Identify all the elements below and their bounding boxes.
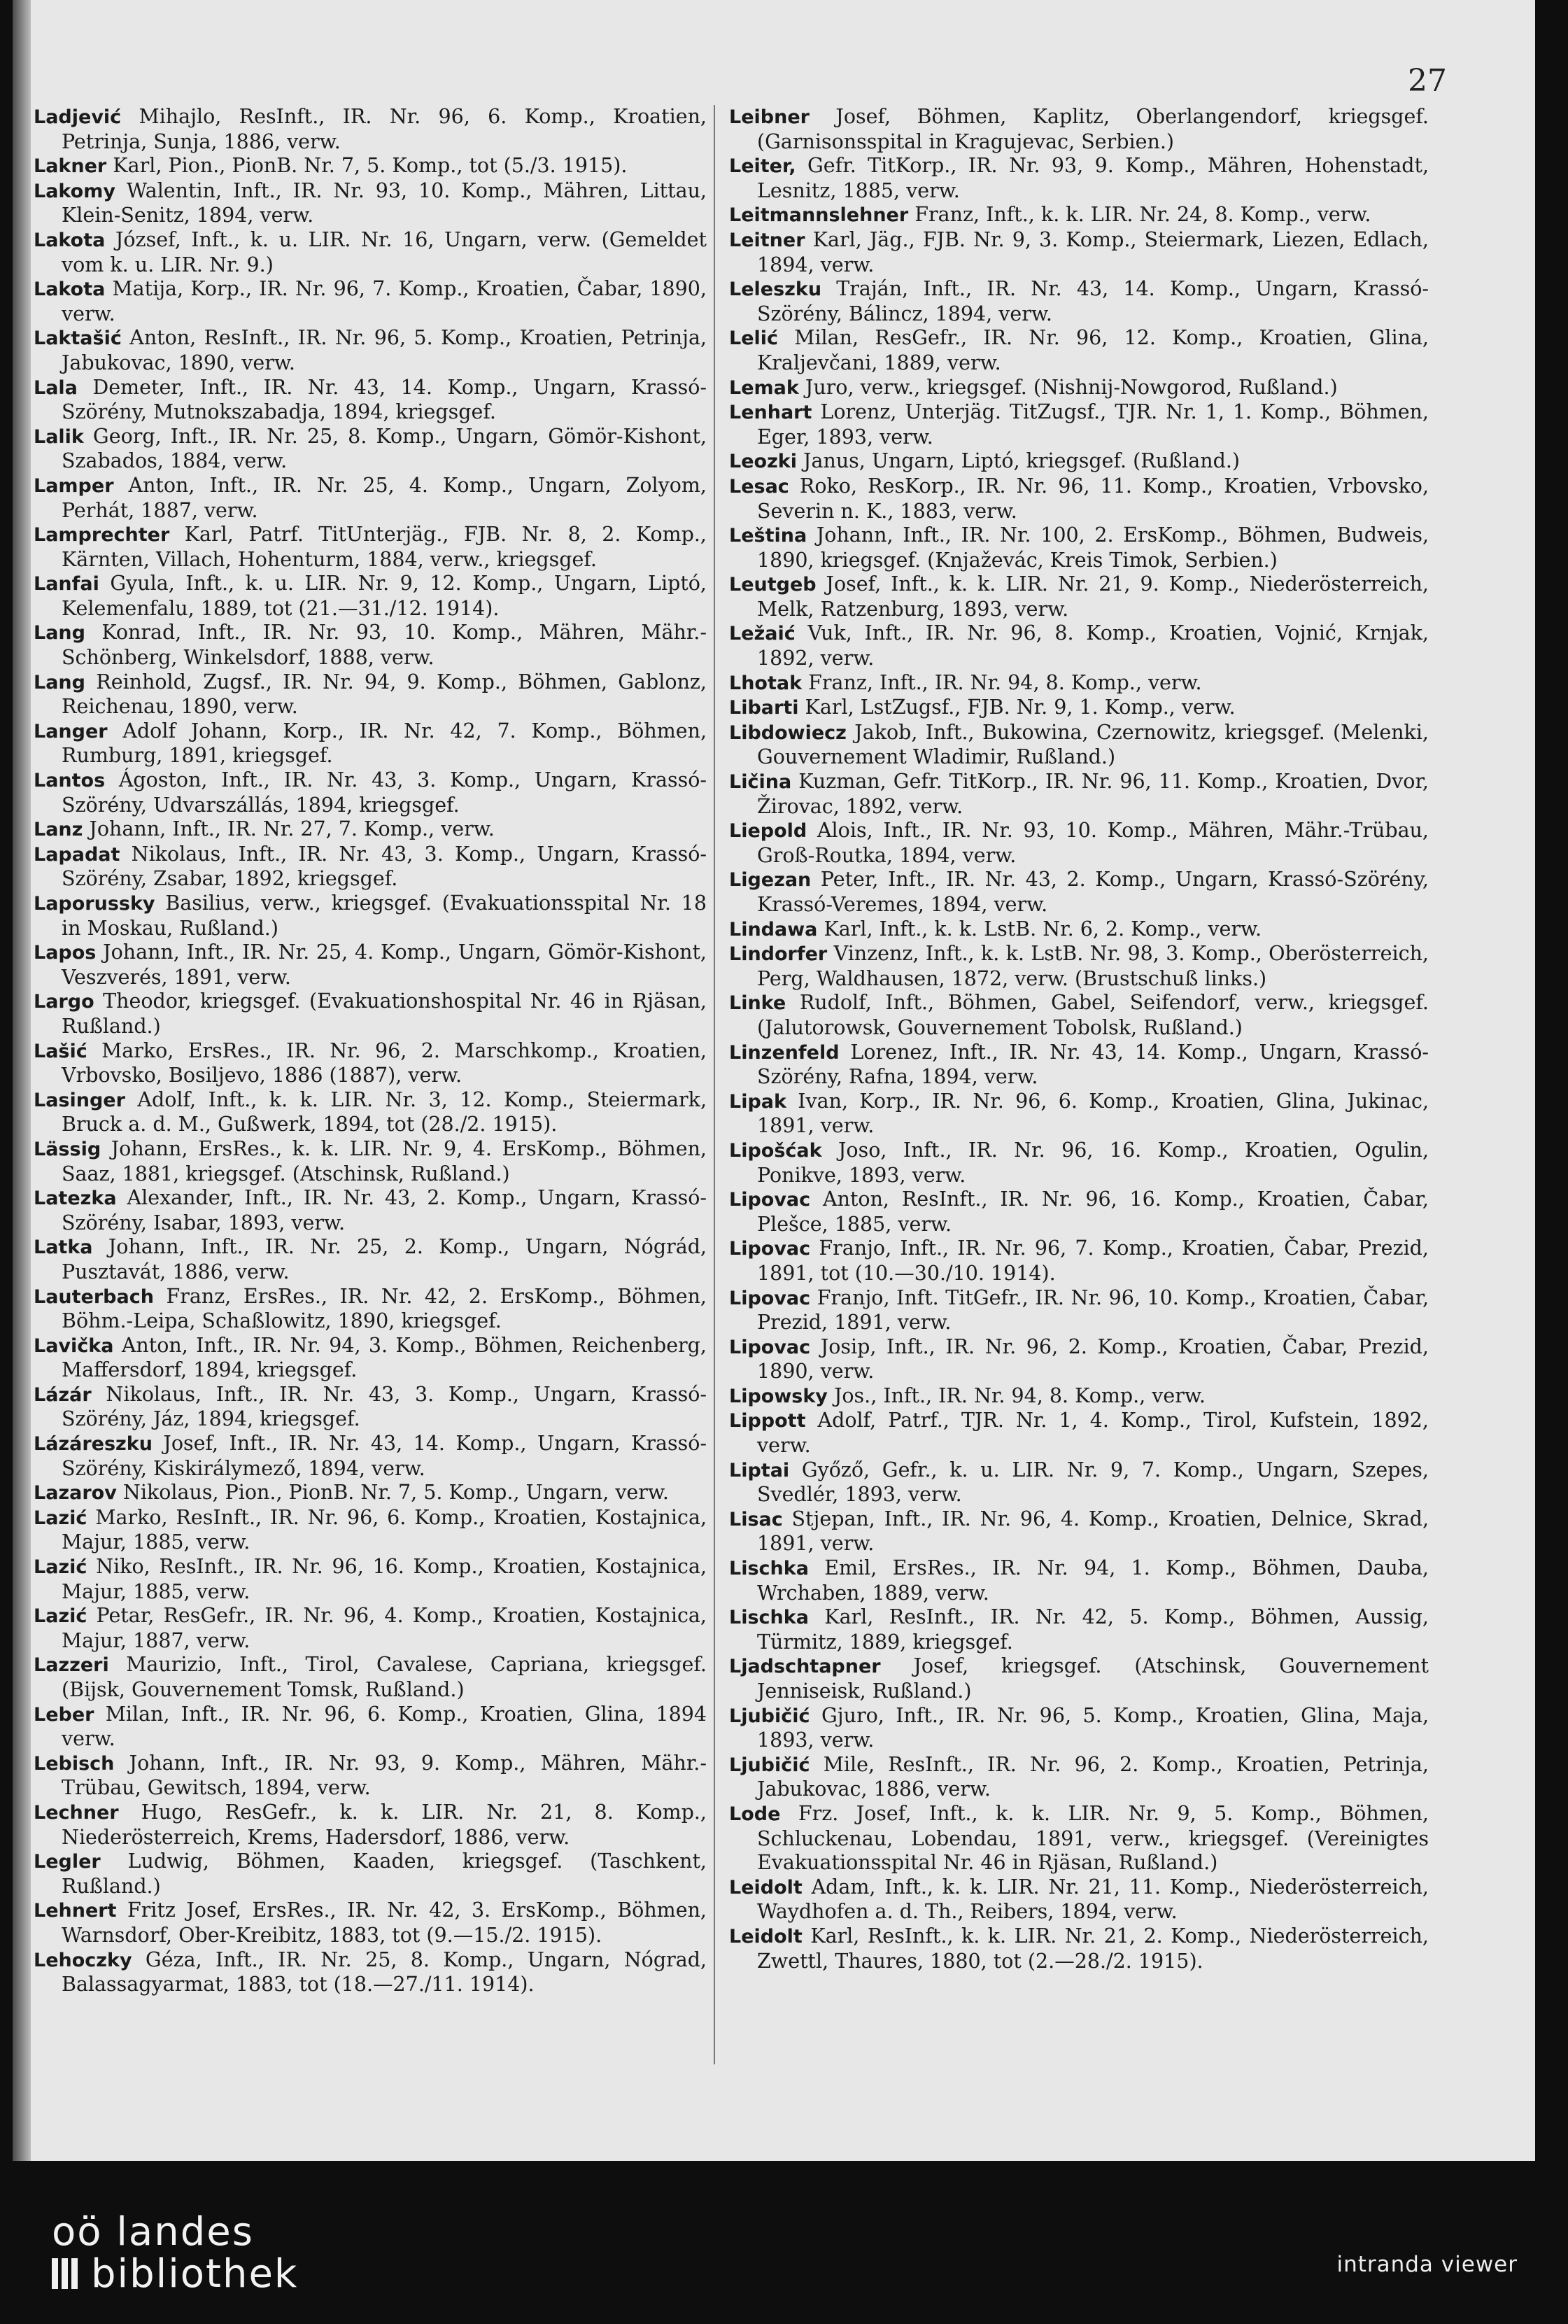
register-entry (729, 991, 1429, 1040)
entry-surname: Lala (34, 376, 78, 399)
entry-details: Karl, ResInft., IR. Nr. 42, 5. Komp., Böhmen, Aussig, Türmitz, 1889, kriegsgef. (757, 1605, 1429, 1654)
entry-details: Johann, Inft., IR. Nr. 25, 4. Komp., Ungarn, Gömör-Kishont, Veszverés, 1891, verw. (62, 941, 707, 989)
page-number: 27 (1408, 63, 1447, 99)
entry-details: Milan, Inft., IR. Nr. 96, 6. Komp., Kroatien, Glina, 1894 verw. (62, 1702, 707, 1751)
register-entry (729, 1605, 1429, 1654)
entry-surname: Lisac (729, 1508, 783, 1530)
register-entry (34, 1506, 707, 1555)
entry-details: Mile, ResInft., IR. Nr. 96, 2. Komp., Kroatien, Petrinja, Jabukovac, 1886, verw. (757, 1752, 1429, 1801)
register-entry (729, 1704, 1429, 1753)
entry-details: Hugo, ResGefr., k. k. LIR. Nr. 21, 8. Komp., Niederösterreich, Krems, Hadersdorf, 1886, verw. (62, 1800, 707, 1849)
entry-surname: Lode (729, 1803, 781, 1825)
entry-details: Emil, ErsRes., IR. Nr. 94, 1. Komp., Böhmen, Dauba, Wrchaben, 1889, verw. (757, 1556, 1429, 1605)
register-entry (729, 671, 1429, 696)
entry-surname: Lhotak (729, 672, 803, 694)
entry-surname: Laktašić (34, 328, 122, 350)
entry-surname: Lechner (34, 1801, 119, 1824)
entry-details: Fritz Josef, ErsRes., IR. Nr. 42, 3. ErsKomp., Böhmen, Warnsdorf, Ober-Kreibitz, 1883, tot (9.—15./2. 1915). (62, 1899, 707, 1947)
logo-text-top: oö landes (52, 2209, 254, 2255)
right-column (729, 105, 1429, 1973)
register-entry (34, 1653, 707, 1702)
entry-details: Adolf, Inft., k. k. LIR. Nr. 3, 12. Komp., Steiermark, Bruck a. d. M., Gußwerk, 1894, tot (28./2. 1915). (62, 1087, 707, 1136)
entry-details: Marko, ErsRes., IR. Nr. 96, 2. Marschkomp., Kroatien, Vrbovsko, Bosiljevo, 1886 (1887), verw. (62, 1038, 707, 1087)
entry-details: Karl, Pion., PionB. Nr. 7, 5. Komp., tot (5./3. 1915). (106, 154, 628, 178)
register-entry (729, 1409, 1429, 1458)
register-entry (729, 400, 1429, 449)
entry-details: Ágoston, Inft., IR. Nr. 43, 3. Komp., Ungarn, Krassó-Szörény, Udvarszállás, 1894, kriegsgef. (62, 768, 707, 817)
entry-surname: Lazzeri (34, 1654, 109, 1677)
register-entry (729, 696, 1429, 721)
entry-details: Marko, ResInft., IR. Nr. 96, 6. Komp., Kroatien, Kostajnica, Majur, 1885, verw. (62, 1505, 707, 1554)
register-entry (729, 474, 1429, 523)
entry-surname: Lenhart (729, 402, 812, 424)
entry-surname: Lakota (34, 279, 106, 301)
entry-surname: Latka (34, 1237, 93, 1259)
register-entry (729, 1384, 1429, 1409)
entry-details: Franz, ErsRes., IR. Nr. 42, 2. ErsKomp., Böhmen, Böhm.-Leipa, Schaßlowitz, 1890, kriegsgef. (62, 1284, 707, 1333)
entry-details: Lorenz, Unterjäg. TitZugsf., TJR. Nr. 1, 1. Komp., Böhmen, Eger, 1893, verw. (757, 400, 1429, 449)
entry-surname: Liptai (729, 1459, 790, 1481)
register-entry (729, 1090, 1429, 1139)
entry-details: Franjo, Inft. TitGefr., IR. Nr. 96, 10. Komp., Kroatien, Čabar, Prezid, 1891, verw. (757, 1286, 1429, 1334)
register-entry (729, 721, 1429, 770)
entry-surname: Lasinger (34, 1089, 125, 1111)
entry-surname: Lakner (34, 155, 107, 178)
viewer-label[interactable]: intranda viewer (1336, 2252, 1518, 2277)
entry-details: Frz. Josef, Inft., k. k. LIR. Nr. 9, 5. Komp., Böhmen, Schluckenau, Lobendau, 1891, verw., kriegsgef. (Vereinigtes Evakuationsspital Nr. 46 in Rjäsan, Rußland.) (757, 1801, 1429, 1875)
register-entry (729, 1924, 1429, 1973)
entry-surname: Leibner (729, 106, 810, 128)
entry-surname: Lang (34, 622, 85, 645)
entry-details: Franz, Inft., k. k. LIR. Nr. 24, 8. Komp., verw. (908, 203, 1371, 227)
entry-surname: Lašić (34, 1040, 87, 1062)
entry-details: Alois, Inft., IR. Nr. 93, 10. Komp., Mähren, Mähr.-Trübau, Groß-Routka, 1894, verw. (757, 819, 1429, 867)
register-entry (34, 1703, 707, 1752)
entry-details: Walentin, Inft., IR. Nr. 93, 10. Komp., Mähren, Littau, Klein-Senitz, 1894, verw. (62, 178, 707, 227)
entry-surname: Leozki (729, 451, 797, 473)
entry-surname: Lelić (729, 328, 779, 350)
register-entry (729, 770, 1429, 819)
entry-surname: Ljadschtapner (729, 1656, 881, 1678)
register-entry (729, 819, 1429, 868)
entry-surname: Lamper (34, 474, 114, 497)
entry-surname: Lazić (34, 1605, 87, 1628)
register-entry (729, 572, 1429, 621)
entry-details: Johann, Inft., IR. Nr. 93, 9. Komp., Mähren, Mähr.-Trübau, Gewitsch, 1894, verw. (62, 1751, 707, 1800)
entry-details: Ivan, Korp., IR. Nr. 96, 6. Komp., Kroatien, Glina, Jukinac, 1891, verw. (757, 1089, 1429, 1138)
entry-surname: Linke (729, 992, 786, 1015)
entry-details: Maurizio, Inft., Tirol, Cavalese, Capriana, kriegsgef. (Bijsk, Gouvernement Tomsk, Rußland.) (62, 1653, 707, 1701)
entry-surname: Lischka (729, 1558, 809, 1580)
register-entry (34, 1285, 707, 1334)
register-entry (729, 228, 1429, 277)
entry-details: Alexander, Inft., IR. Nr. 43, 2. Komp., Ungarn, Krassó-Szörény, Isabar, 1893, verw. (62, 1186, 707, 1234)
entry-details: Johann, Inft., IR. Nr. 25, 2. Komp., Ungarn, Nógrád, Pusztavát, 1886, verw. (62, 1235, 707, 1283)
entry-details: Jakob, Inft., Bukowina, Czernowitz, kriegsgef. (Melenki, Gouvernement Wladimir, Rußland.) (757, 720, 1429, 769)
register-entry (729, 1753, 1429, 1802)
entry-details: Josef, Inft., k. k. LIR. Nr. 21, 9. Komp., Niederösterreich, Melk, Ratzenburg, 1893, verw. (757, 572, 1429, 621)
entry-surname: Libarti (729, 697, 799, 719)
register-entry (34, 1383, 707, 1432)
register-entry (34, 1039, 707, 1088)
entry-details: Niko, ResInft., IR. Nr. 96, 16. Komp., Kroatien, Kostajnica, Majur, 1885, verw. (62, 1555, 707, 1603)
entry-details: Anton, Inft., IR. Nr. 25, 4. Komp., Ungarn, Zolyom, Perhát, 1887, verw. (62, 473, 707, 522)
entry-details: Karl, Inft., k. k. LstB. Nr. 6, 2. Komp., verw. (817, 917, 1262, 941)
register-entry (34, 154, 707, 179)
register-entry (34, 990, 707, 1038)
entry-surname: Leleszku (729, 279, 822, 301)
entry-surname: Leiter, (729, 155, 796, 178)
entry-surname: Lipovac (729, 1287, 811, 1309)
register-entry (729, 1335, 1429, 1384)
entry-surname: Leitmannslehner (729, 204, 909, 227)
register-entry (34, 843, 707, 892)
register-entry (34, 523, 707, 572)
entry-surname: Lindawa (729, 918, 818, 941)
entry-details: Josef, kriegsgef. (Atschinsk, Gouvernement Jenniseisk, Rußland.) (757, 1654, 1429, 1703)
entry-details: Janus, Ungarn, Liptó, kriegsgef. (Rußland.) (797, 449, 1241, 473)
entry-details: Johann, ErsRes., k. k. LIR. Nr. 9, 4. ErsKomp., Böhmen, Saaz, 1881, kriegsgef. (Atschinsk, Rußland.) (62, 1136, 707, 1185)
register-entry (34, 719, 707, 768)
scanned-page (13, 0, 1535, 2161)
entry-surname: Lázár (34, 1383, 92, 1406)
register-entry (729, 1188, 1429, 1237)
entry-surname: Lazić (34, 1556, 87, 1579)
entry-details: Roko, ResKorp., IR. Nr. 96, 11. Komp., Kroatien, Vrbovsko, Severin n. K., 1883, verw. (757, 474, 1429, 523)
register-entry (34, 621, 707, 670)
entry-surname: Lanfai (34, 573, 99, 596)
entry-surname: Ležaić (729, 623, 796, 645)
entry-details: Vuk, Inft., IR. Nr. 96, 8. Komp., Kroatien, Vojnić, Krnjak, 1892, verw. (757, 621, 1429, 670)
register-entry (729, 1041, 1429, 1090)
entry-surname: Lehnert (34, 1900, 117, 1922)
register-entry (34, 376, 707, 425)
entry-surname: Lipošćak (729, 1139, 822, 1162)
entry-details: Nikolaus, Inft., IR. Nr. 43, 3. Komp., Ungarn, Krassó-Szörény, Zsabar, 1892, kriegsgef. (62, 842, 707, 891)
entry-details: Karl, Patrf. TitUnterjäg., FJB. Nr. 8, 2. Komp., Kärnten, Villach, Hohenturm, 1884, verw., kriegsgef. (62, 523, 707, 571)
entry-surname: Ljubičić (729, 1705, 810, 1727)
entry-details: Joso, Inft., IR. Nr. 96, 16. Komp., Kroatien, Ogulin, Ponikve, 1893, verw. (757, 1138, 1429, 1187)
register-entry (729, 621, 1429, 670)
entry-details: Konrad, Inft., IR. Nr. 93, 10. Komp., Mähren, Mähr.-Schönberg, Winkelsdorf, 1888, verw. (62, 621, 707, 670)
entry-surname: Lang (34, 671, 85, 693)
entry-details: Reinhold, Zugsf., IR. Nr. 94, 9. Komp., Böhmen, Gablonz, Reichenau, 1890, verw. (62, 670, 707, 719)
register-entry (729, 154, 1429, 203)
entry-surname: Liepold (729, 820, 807, 843)
entry-surname: Lapos (34, 942, 97, 964)
entry-surname: Ladjević (34, 106, 122, 128)
entry-surname: Lippott (729, 1410, 806, 1432)
register-entry (34, 326, 707, 375)
entry-details: Franz, Inft., IR. Nr. 94, 8. Komp., verw. (802, 670, 1202, 694)
entry-surname: Lässig (34, 1138, 101, 1160)
register-entry (34, 1334, 707, 1383)
entry-surname: Lebisch (34, 1752, 115, 1775)
entry-surname: Lauterbach (34, 1286, 154, 1308)
entry-surname: Lehoczky (34, 1949, 132, 1971)
register-entry (34, 1801, 707, 1850)
entry-surname: Lapadat (34, 843, 120, 866)
entry-details: Mihajlo, ResInft., IR. Nr. 96, 6. Komp., Kroatien, Petrinja, Sunja, 1886, verw. (62, 105, 707, 153)
register-entry (34, 1948, 707, 1997)
register-entry (34, 277, 707, 326)
entry-details: Matija, Korp., IR. Nr. 96, 7. Komp., Kroatien, Čabar, 1890, verw. (62, 277, 707, 325)
entry-surname: Ljubičić (729, 1754, 810, 1776)
register-entry (729, 1458, 1429, 1507)
register-entry (729, 105, 1429, 154)
entry-details: Traján, Inft., IR. Nr. 43, 14. Komp., Ungarn, Krassó-Szörény, Bálincz, 1894, verw. (757, 277, 1429, 325)
entry-details: Anton, Inft., IR. Nr. 94, 3. Komp., Böhmen, Reichenberg, Maffersdorf, 1894, kriegsgef. (62, 1333, 707, 1382)
register-entry (34, 1137, 707, 1186)
register-entry (34, 1604, 707, 1653)
register-entry (34, 1432, 707, 1481)
register-entry (34, 1899, 707, 1948)
entry-details: Stjepan, Inft., IR. Nr. 96, 4. Komp., Kroatien, Delnice, Skrad, 1891, verw. (757, 1507, 1429, 1556)
entry-surname: Lakota (34, 229, 106, 251)
entry-details: Theodor, kriegsgef. (Evakuationshospital Nr. 46 in Rjäsan, Rußland.) (62, 990, 707, 1038)
entry-details: Adam, Inft., k. k. LIR. Nr. 21, 11. Komp., Niederösterreich, Waydhofen a. d. Th., Reibers, 1894, verw. (757, 1875, 1429, 1924)
entry-surname: Lantos (34, 770, 106, 792)
register-entry (34, 474, 707, 523)
entry-surname: Lipovac (729, 1189, 811, 1211)
entry-details: Ludwig, Böhmen, Kaaden, kriegsgef. (Taschkent, Rußland.) (62, 1850, 707, 1898)
entry-details: Karl, LstZugsf., FJB. Nr. 9, 1. Komp., verw. (798, 696, 1236, 719)
entry-details: Anton, ResInft., IR. Nr. 96, 5. Komp., Kroatien, Petrinja, Jabukovac, 1890, verw. (62, 326, 707, 374)
entry-details: Karl, ResInft., k. k. LIR. Nr. 21, 2. Komp., Niederösterreich, Zwettl, Thaures, 1880, tot (2.—28./2. 1915). (757, 1924, 1429, 1973)
register-entry (729, 277, 1429, 326)
entry-surname: Langer (34, 720, 108, 742)
register-entry (34, 1555, 707, 1604)
register-entry (34, 105, 707, 154)
register-entry (34, 892, 707, 941)
entry-details: Adolf, Patrf., TJR. Nr. 1, 4. Komp., Tirol, Kufstein, 1892, verw. (757, 1409, 1429, 1458)
register-entry (729, 1556, 1429, 1605)
logo-bars-icon (52, 2255, 81, 2297)
entry-surname: Lindorfer (729, 943, 828, 966)
entry-surname: Leber (34, 1703, 94, 1726)
entry-details: Josef, Böhmen, Kaplitz, Oberlangendorf, kriegsgef. (Garnisonsspital in Kragujevac, Serbien.) (757, 105, 1429, 153)
register-entry (34, 941, 707, 990)
entry-details: Josip, Inft., IR. Nr. 96, 2. Komp., Kroatien, Čabar, Prezid, 1890, verw. (757, 1334, 1429, 1383)
entry-details: Adolf Johann, Korp., IR. Nr. 42, 7. Komp., Böhmen, Rumburg, 1891, kriegsgef. (62, 719, 707, 768)
entry-surname: Laporussky (34, 893, 155, 915)
left-column (34, 105, 707, 1997)
entry-details: Nikolaus, Pion., PionB. Nr. 7, 5. Komp., Ungarn, verw. (116, 1481, 669, 1505)
entry-details: Johann, Inft., IR. Nr. 27, 7. Komp., verw. (83, 817, 495, 841)
column-divider (714, 105, 715, 2064)
entry-surname: Lipak (729, 1090, 786, 1113)
entry-surname: Latezka (34, 1188, 117, 1210)
entry-surname: Libdowiecz (729, 721, 847, 744)
register-entry (34, 1235, 707, 1284)
entry-details: Demeter, Inft., IR. Nr. 43, 14. Komp., Ungarn, Krassó-Szörény, Mutnokszabadja, 1894, kriegsgef. (62, 375, 707, 424)
entry-surname: Lamprechter (34, 524, 170, 547)
entry-details: Gefr. TitKorp., IR. Nr. 93, 9. Komp., Mähren, Hohenstadt, Lesnitz, 1885, verw. (757, 154, 1429, 202)
entry-details: Anton, ResInft., IR. Nr. 96, 16. Komp., Kroatien, Čabar, Plešce, 1885, verw. (757, 1188, 1429, 1236)
register-entry (34, 1850, 707, 1899)
entry-surname: Lesac (729, 475, 789, 498)
register-entry (34, 1752, 707, 1801)
library-logo[interactable] (52, 2211, 298, 2297)
register-entry (729, 1139, 1429, 1188)
register-entry (729, 868, 1429, 917)
register-entry (729, 1507, 1429, 1556)
register-entry (729, 376, 1429, 401)
entry-details: Kuzman, Gefr. TitKorp., IR. Nr. 96, 11. Komp., Kroatien, Dvor, Žirovac, 1892, verw. (757, 770, 1429, 818)
entry-surname: Legler (34, 1851, 101, 1873)
entry-surname: Leitner (729, 229, 805, 251)
entry-details: Gyula, Inft., k. u. LIR. Nr. 9, 12. Komp., Ungarn, Liptó, Kelemenfalu, 1889, tot (21.—31./12. 1914). (62, 572, 707, 620)
entry-surname: Ličina (729, 771, 792, 794)
entry-details: Peter, Inft., IR. Nr. 43, 2. Komp., Ungarn, Krassó-Szörény, Krassó-Veremes, 1894, verw. (757, 868, 1429, 916)
entry-details: Petar, ResGefr., IR. Nr. 96, 4. Komp., Kroatien, Kostajnica, Majur, 1887, verw. (62, 1604, 707, 1652)
entry-surname: Leidolt (729, 1876, 803, 1899)
entry-details: Géza, Inft., IR. Nr. 25, 8. Komp., Ungarn, Nógrad, Balassagyarmat, 1883, tot (18.—27./11. 1914). (62, 1948, 707, 1996)
register-entry (729, 917, 1429, 943)
register-entry (729, 449, 1429, 474)
register-entry (729, 1802, 1429, 1875)
entry-surname: Lanz (34, 819, 83, 841)
register-entry (34, 670, 707, 719)
entry-details: Karl, Jäg., FJB. Nr. 9, 3. Komp., Steiermark, Liezen, Edlach, 1894, verw. (757, 227, 1429, 276)
entry-surname: Linzenfeld (729, 1041, 840, 1064)
register-entry (34, 228, 707, 277)
entry-details: Lorenez, Inft., IR. Nr. 43, 14. Komp., Ungarn, Krassó-Szörény, Rafna, 1894, verw. (757, 1040, 1429, 1089)
entry-details: Milan, ResGefr., IR. Nr. 96, 12. Komp., Kroatien, Glina, Kraljevčani, 1889, verw. (757, 326, 1429, 374)
entry-details: Jos., Inft., IR. Nr. 94, 8. Komp., verw. (827, 1383, 1206, 1407)
entry-surname: Ligezan (729, 869, 812, 892)
entry-details: Basilius, verw., kriegsgef. (Evakuationsspital Nr. 18 in Moskau, Rußland.) (62, 892, 707, 940)
register-entry (729, 326, 1429, 375)
entry-details: Nikolaus, Inft., IR. Nr. 43, 3. Komp., Ungarn, Krassó-Szörény, Jáz, 1894, kriegsgef. (62, 1382, 707, 1431)
entry-surname: Lakomy (34, 180, 115, 202)
entry-details: Juro, verw., kriegsgef. (Nishnij-Nowgorod, Rußland.) (798, 375, 1338, 399)
entry-surname: Leština (729, 525, 807, 547)
entry-surname: Lazić (34, 1507, 87, 1529)
register-entry (34, 768, 707, 817)
entry-details: Vinzenz, Inft., k. k. LstB. Nr. 98, 3. Komp., Oberösterreich, Perg, Waldhausen, 1872, verw. (Brustschuß links.) (757, 942, 1429, 990)
entry-surname: Lázáreszku (34, 1433, 153, 1456)
entry-surname: Largo (34, 991, 94, 1013)
entry-surname: Lischka (729, 1607, 809, 1629)
entry-details: Josef, Inft., IR. Nr. 43, 14. Komp., Ungarn, Krassó-Szörény, Kiskirálymező, 1894, verw. (62, 1432, 707, 1480)
register-entry (34, 572, 707, 621)
register-entry (34, 425, 707, 474)
entry-surname: Lipowsky (729, 1385, 828, 1407)
entry-details: József, Inft., k. u. LIR. Nr. 16, Ungarn, verw. (Gemeldet vom k. u. LIR. Nr. 9.) (62, 227, 707, 276)
entry-surname: Lipovac (729, 1336, 811, 1358)
entry-surname: Lazarov (34, 1482, 117, 1505)
register-entry (34, 817, 707, 843)
entry-details: Franjo, Inft., IR. Nr. 96, 7. Komp., Kroatien, Čabar, Prezid, 1891, tot (10.—30./10. 1914). (757, 1237, 1429, 1285)
entry-surname: Lipovac (729, 1238, 811, 1260)
register-entry (729, 1237, 1429, 1286)
register-entry (34, 1186, 707, 1235)
register-entry (34, 1481, 707, 1506)
entry-surname: Lemak (729, 376, 799, 399)
entry-details: Johann, Inft., IR. Nr. 100, 2. ErsKomp., Böhmen, Budweis, 1890, kriegsgef. (Knjaževác, Kreis Timok, Serbien.) (757, 523, 1429, 572)
register-entry (729, 1875, 1429, 1924)
entry-surname: Lalik (34, 425, 84, 448)
logo-text-bottom: bibliothek (52, 2253, 298, 2297)
register-entry (729, 1654, 1429, 1703)
register-entry (34, 179, 707, 228)
entry-details: Rudolf, Inft., Böhmen, Gabel, Seifendorf, verw., kriegsgef. (Jalutorowsk, Gouvernement Tobolsk, Rußland.) (757, 991, 1429, 1039)
entry-details: Győző, Gefr., k. u. LIR. Nr. 9, 7. Komp., Ungarn, Szepes, Svedlér, 1893, verw. (757, 1458, 1429, 1507)
entry-surname: Leutgeb (729, 574, 817, 596)
register-entry (729, 1286, 1429, 1335)
register-entry (729, 523, 1429, 572)
register-entry (729, 942, 1429, 991)
book-gutter (13, 0, 31, 2161)
entry-details: Georg, Inft., IR. Nr. 25, 8. Komp., Ungarn, Gömör-Kishont, Szabados, 1884, verw. (62, 424, 707, 473)
entry-surname: Leidolt (729, 1925, 803, 1948)
register-entry (34, 1088, 707, 1137)
register-entry (729, 203, 1429, 228)
entry-surname: Lavička (34, 1334, 114, 1357)
entry-details: Gjuro, Inft., IR. Nr. 96, 5. Komp., Kroatien, Glina, Maja, 1893, verw. (757, 1703, 1429, 1752)
